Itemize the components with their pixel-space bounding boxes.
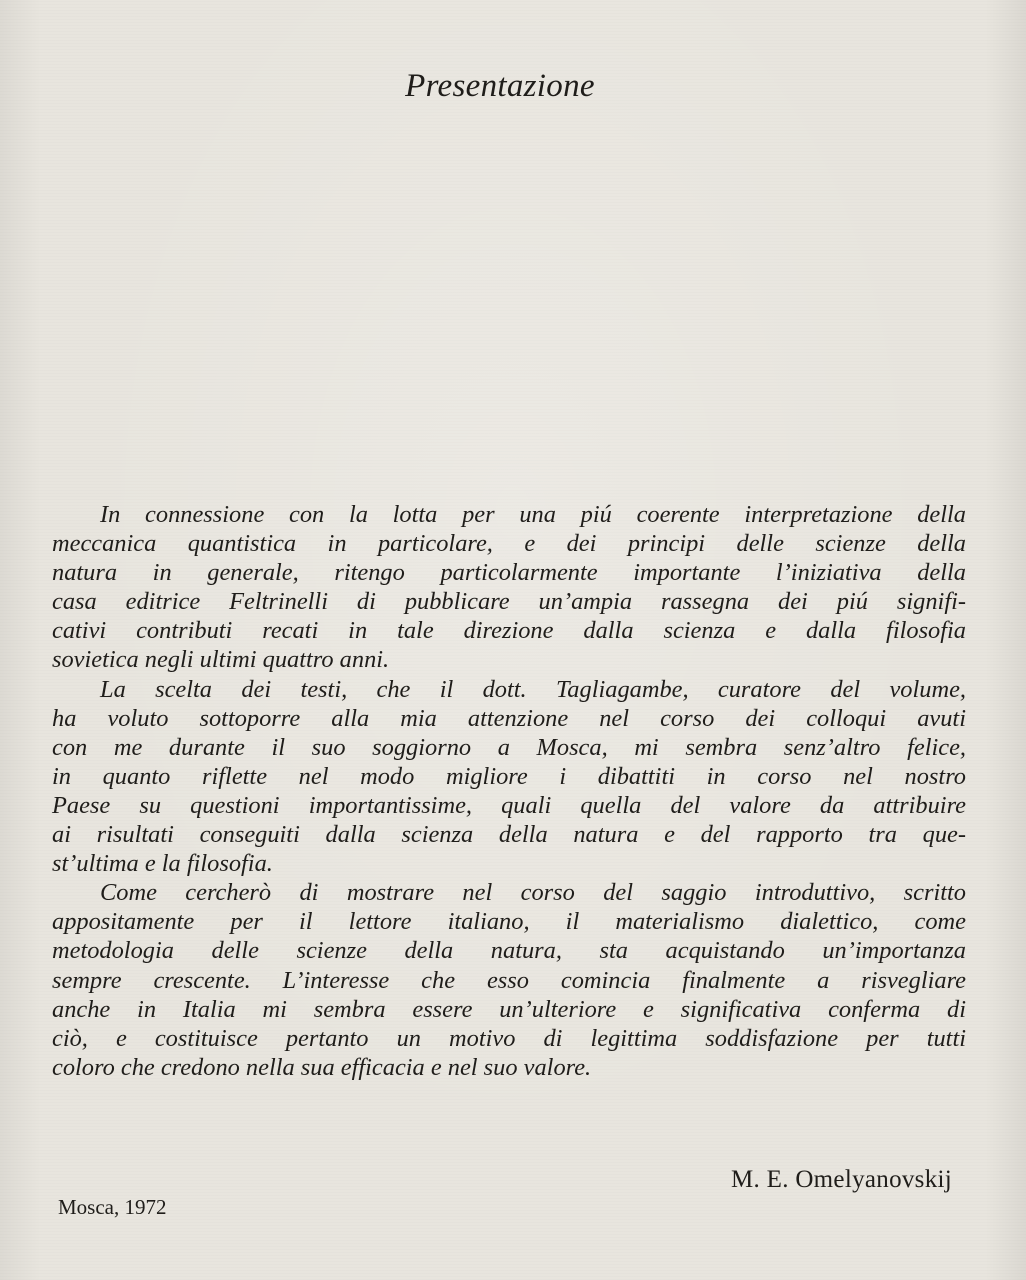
text-line: appositamente per il lettore italiano, il materialismo dialettico, come — [52, 908, 966, 936]
text-line: In connessione con la lotta per una piú coerente interpretazione della — [100, 501, 966, 528]
text-line: st’ultima e la filosofia. — [52, 850, 273, 878]
text-line: sempre crescente. L’interesse che esso comincia finalmente a risvegliare — [52, 966, 966, 994]
place-date: Mosca, 1972 — [58, 1195, 167, 1219]
text-line: ha voluto sottoporre alla mia attenzione nel corso dei colloqui avuti — [52, 704, 966, 732]
text-line: ciò, e costituisce pertanto un motivo di legittima soddisfazione per tutti — [52, 1024, 966, 1052]
text-line: metodologia delle scienze della natura, sta acquistando un’importanza — [52, 937, 966, 965]
text-line: meccanica quantistica in particolare, e dei principi delle scienze della — [52, 530, 966, 558]
paragraph-1 — [52, 500, 966, 675]
text-line: casa editrice Feltrinelli di pubblicare un’ampia rassegna dei piú signifi- — [52, 588, 966, 616]
text-line: cativi contributi recati in tale direzione dalla scienza e dalla filosofia — [52, 617, 966, 645]
paragraph-3 — [52, 878, 966, 1082]
body-text — [52, 500, 966, 1082]
text-line: Paese su questioni importantissime, quali quella del valore da attribuire — [52, 791, 966, 819]
text-line: Come cercherò di mostrare nel corso del saggio introduttivo, scritto — [100, 879, 966, 907]
page-title: Presentazione — [405, 68, 595, 104]
text-line: ai risultati conseguiti dalla scienza della natura e del rapporto tra que- — [52, 821, 966, 849]
author-signature: M. E. Omelyanovskij — [731, 1166, 952, 1193]
text-line: con me durante il suo soggiorno a Mosca, mi sembra senz’altro felice, — [52, 733, 966, 761]
text-line: in quanto riflette nel modo migliore i dibattiti in corso nel nostro — [52, 762, 966, 790]
text-line: La scelta dei testi, che il dott. Tagliagambe, curatore del volume, — [100, 675, 966, 703]
text-line: sovietica negli ultimi quattro anni. — [52, 646, 390, 674]
text-line: natura in generale, ritengo particolarmente importante l’iniziativa della — [52, 559, 966, 587]
paragraph-2 — [52, 675, 966, 879]
text-line: coloro che credono nella sua efficacia e nel suo valore. — [52, 1053, 592, 1081]
text-line: anche in Italia mi sembra essere un’ulteriore e significativa conferma di — [52, 995, 966, 1023]
